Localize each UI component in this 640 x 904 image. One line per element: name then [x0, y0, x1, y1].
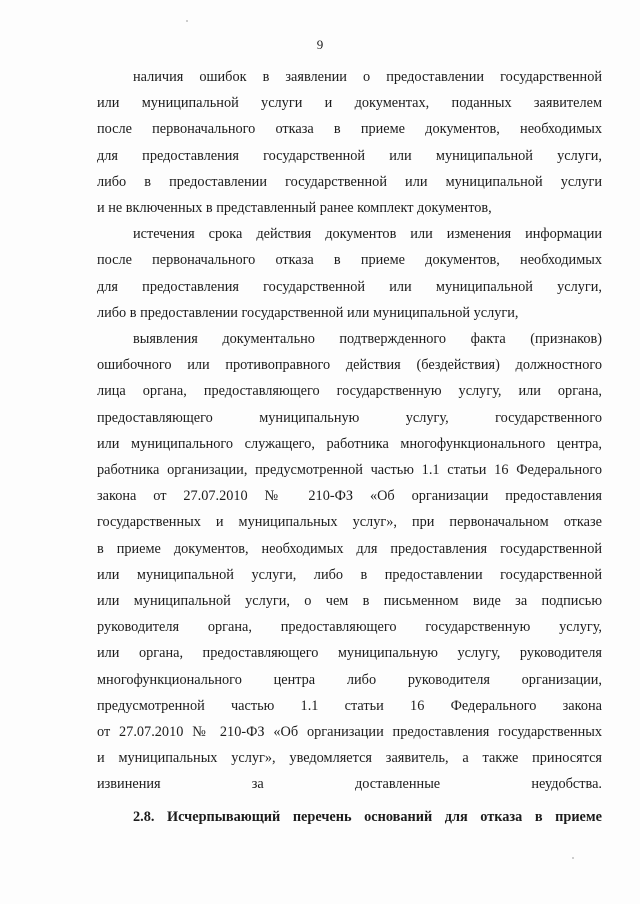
text-line: либо в предоставлении государственной или муниципальной услуги,: [97, 304, 519, 321]
text-line: истечения срока действия документов или изменения информации: [133, 226, 602, 243]
text-line: либо в предоставлении государственной или муниципальной услуги: [97, 173, 602, 190]
page-number: 9: [316, 37, 324, 52]
text-line: и не включенных в представленный ранее комплект документов,: [97, 200, 492, 217]
text-line: или органа, предоставляющего муниципальную услугу, руководителя: [97, 645, 602, 662]
text-line: после первоначального отказа в приеме документов, необходимых: [97, 121, 602, 138]
text-line: и муниципальных услуг», уведомляется заявитель, а также приносятся: [97, 750, 602, 767]
section-heading: 2.8. Исчерпывающий перечень оснований для отказа в приеме: [133, 809, 602, 825]
text-line: государственных и муниципальных услуг», при первоначальном отказе: [97, 514, 602, 531]
text-line: или муниципального служащего, работника многофункционального центра,: [97, 435, 602, 452]
text-line: наличия ошибок в заявлении о предоставлении государственной: [133, 69, 602, 85]
text-line: работника организации, предусмотренной частью 1.1 статьи 16 Федерального: [97, 462, 602, 479]
text-line: извинения за доставленные неудобства.: [97, 776, 602, 793]
text-line: или муниципальной услуги, о чем в письменном виде за подписью: [97, 593, 602, 610]
text-line: или муниципальной услуги и документах, поданных заявителем: [97, 95, 602, 112]
paragraph-errors: [97, 64, 602, 221]
body-text: [97, 64, 602, 798]
text-line: или муниципальной услуги, либо в предоставлении государственной: [97, 566, 602, 583]
scan-speck: [186, 20, 188, 22]
paragraph-expiry: [97, 221, 602, 326]
text-line: для предоставления государственной или муниципальной услуги,: [97, 278, 602, 295]
paragraph-misconduct: [97, 326, 602, 798]
scan-speck: [572, 857, 574, 859]
text-line: руководителя органа, предоставляющего государственную услугу,: [97, 619, 602, 636]
text-line: закона от 27.07.2010 № 210-ФЗ «Об организации предоставления: [97, 488, 602, 505]
text-line: предоставляющего муниципальную услугу, государственного: [97, 409, 602, 426]
text-line: ошибочного или противоправного действия (бездействия) должностного: [97, 357, 602, 374]
text-line: в приеме документов, необходимых для предоставления государственной: [97, 540, 602, 557]
text-line: после первоначального отказа в приеме документов, необходимых: [97, 252, 602, 269]
text-line: лица органа, предоставляющего государственную услугу, или органа,: [97, 383, 602, 400]
text-line: выявления документально подтвержденного факта (признаков): [133, 331, 602, 348]
text-line: предусмотренной частью 1.1 статьи 16 Федерального закона: [97, 697, 602, 714]
text-line: от 27.07.2010 № 210-ФЗ «Об организации предоставления государственных: [97, 724, 602, 741]
text-line: многофункционального центра либо руководителя организации,: [97, 671, 602, 688]
text-line: для предоставления государственной или муниципальной услуги,: [97, 147, 602, 164]
